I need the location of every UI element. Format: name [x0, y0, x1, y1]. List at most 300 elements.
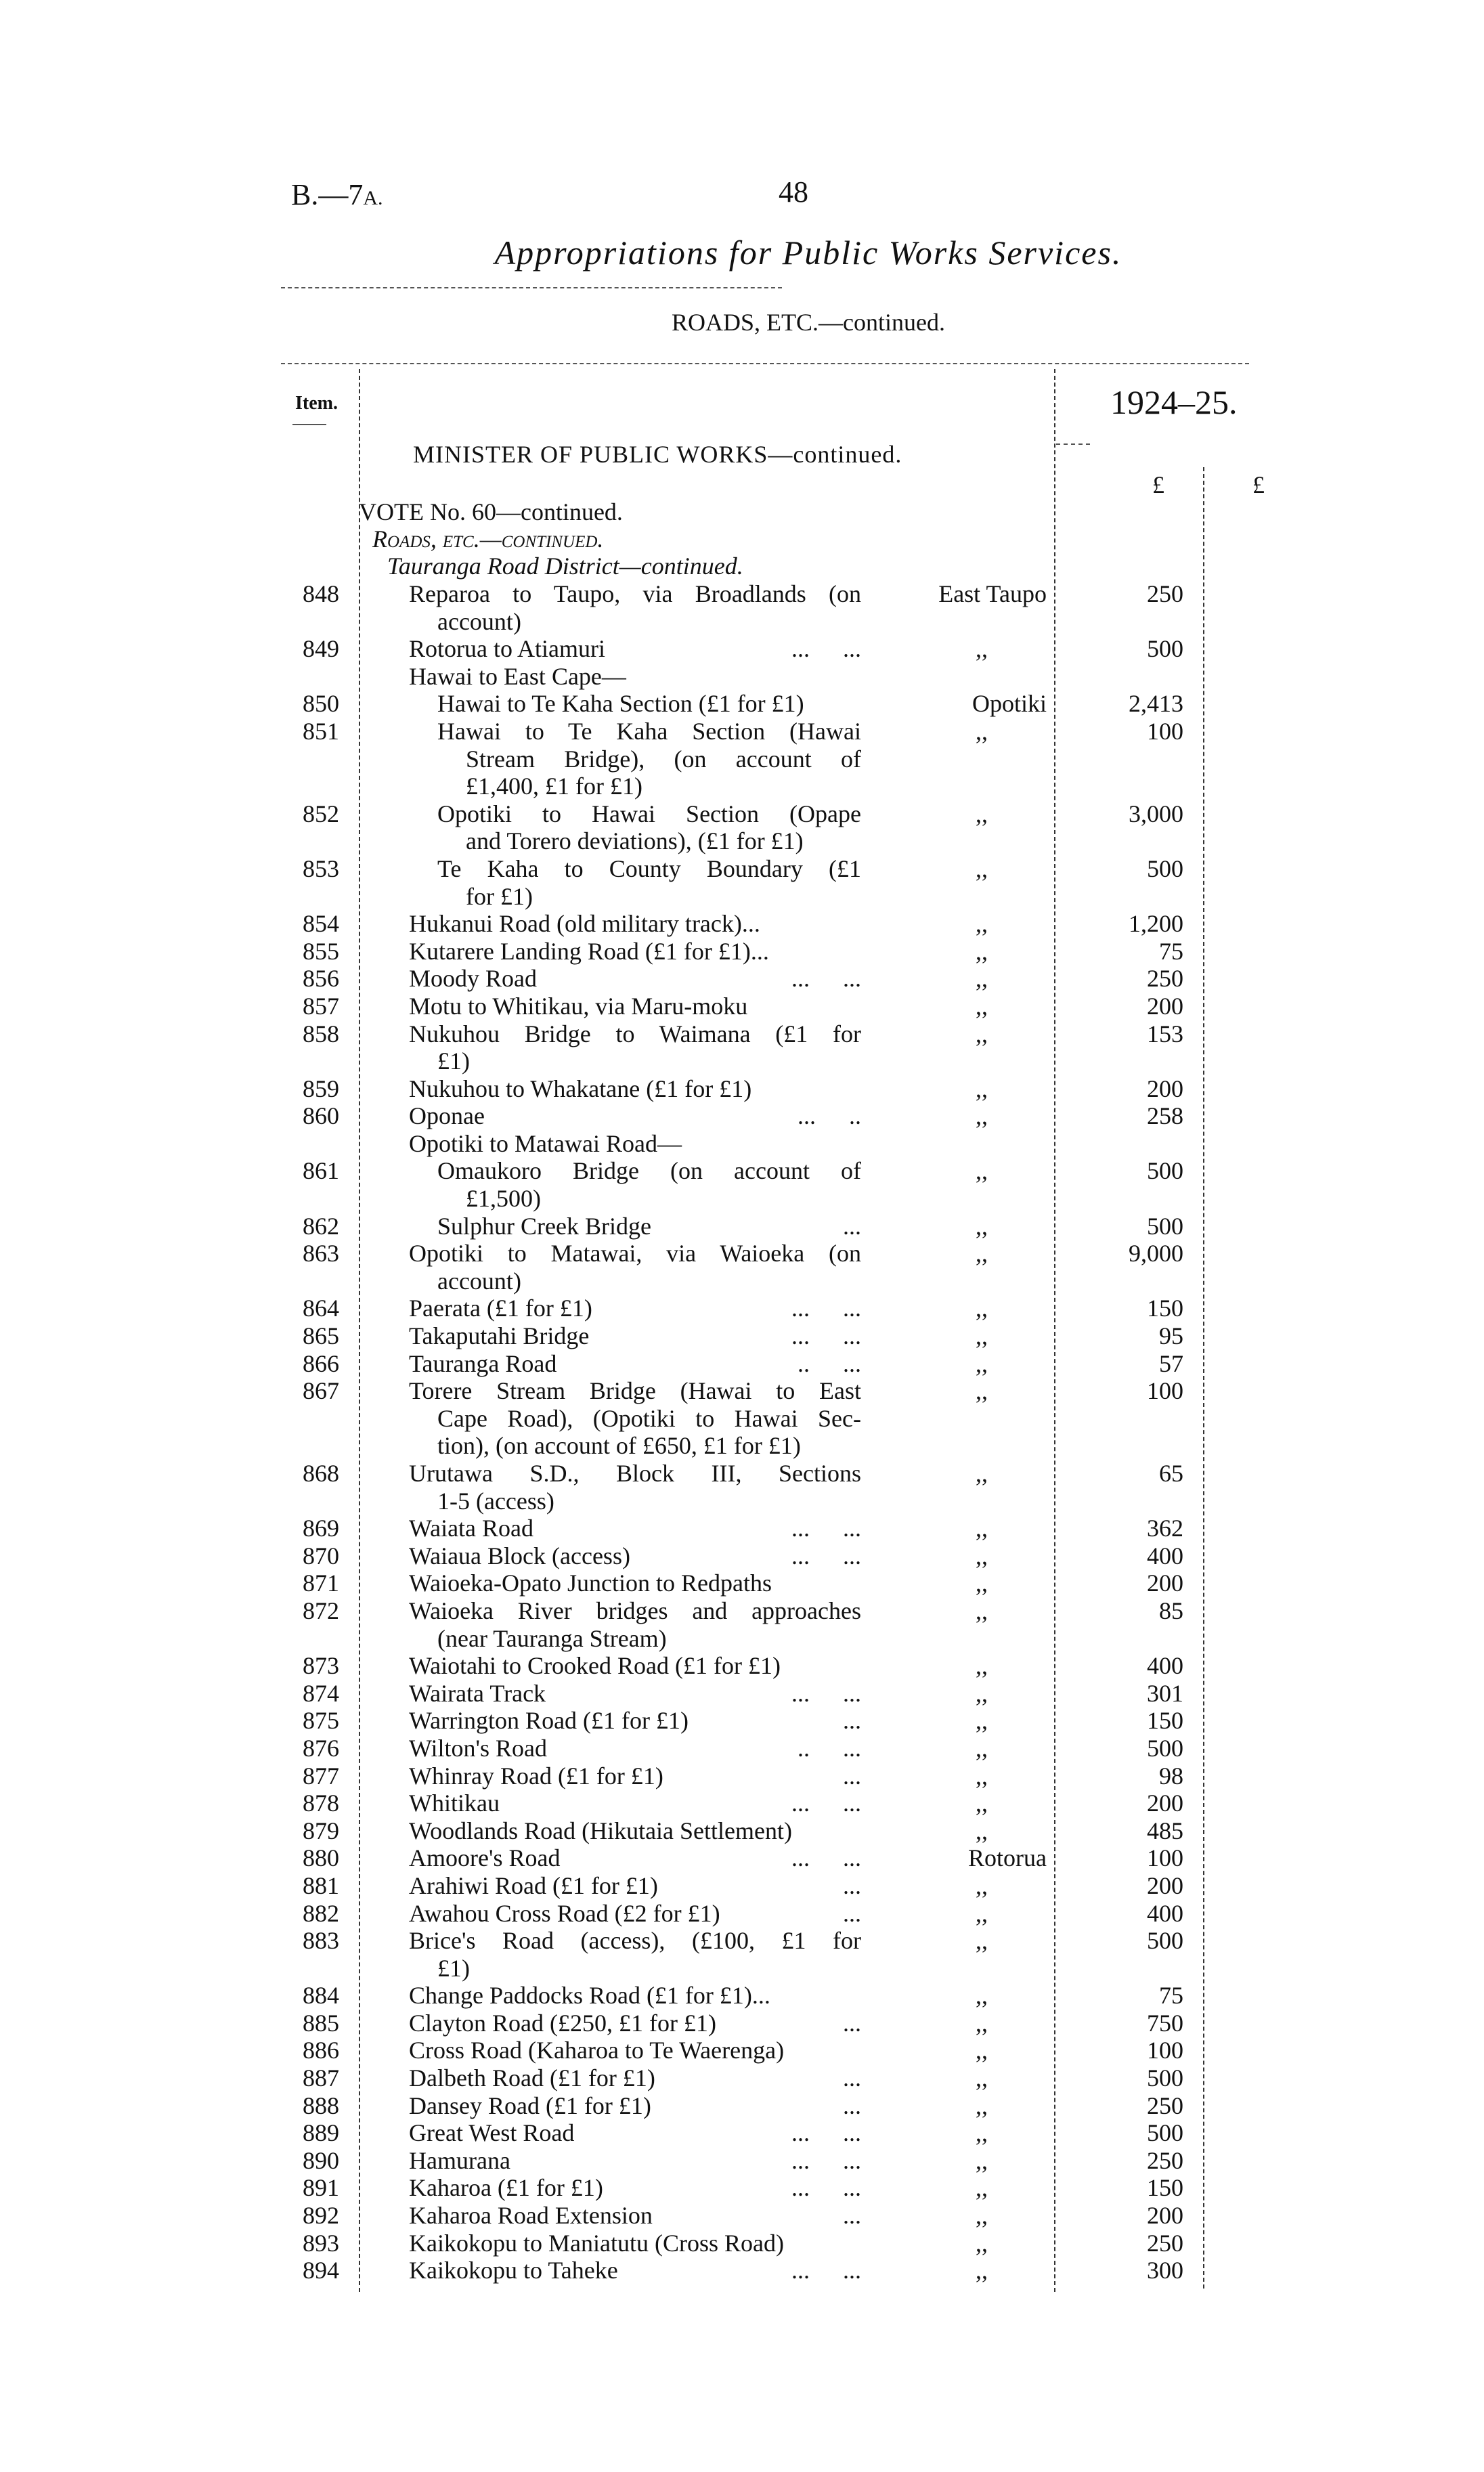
item-number: 880 — [303, 1844, 339, 1872]
item-description: £1) — [437, 1047, 470, 1075]
row-line — [0, 2147, 1484, 2175]
district-ditto-mark: ,, — [976, 1707, 988, 1735]
district-ditto-mark: ,, — [976, 1102, 988, 1130]
dot-leaders: ... ... — [791, 1295, 861, 1322]
dot-leaders: ... ... — [791, 2174, 861, 2202]
table-row — [0, 1900, 1484, 1928]
table-row — [0, 2064, 1484, 2092]
item-description: Woodlands Road (Hikutaia Settlement) — [409, 1817, 792, 1844]
amount: 500 — [1147, 1157, 1183, 1185]
dot-leaders: ... — [843, 1762, 861, 1790]
item-description: Opotiki to Hawai Section (Opape — [437, 800, 861, 827]
row-line — [0, 938, 1484, 966]
item-description: Sulphur Creek Bridge — [437, 1212, 651, 1240]
row-line — [0, 993, 1484, 1020]
minister-heading: MINISTER OF PUBLIC WORKS—continued. — [413, 441, 902, 468]
item-description: Moody Road — [409, 965, 537, 993]
item-number: 888 — [303, 2091, 339, 2119]
district-name: Opotiki — [972, 690, 1047, 718]
row-line — [0, 1460, 1484, 1488]
row-line — [0, 965, 1484, 993]
item-description: account) — [437, 607, 521, 635]
amount: 300 — [1147, 2257, 1183, 2284]
district-ditto-mark: ,, — [976, 2202, 988, 2230]
row-line — [0, 2230, 1484, 2257]
item-description: Omaukoro Bridge (on account of — [437, 1157, 861, 1185]
dot-leaders: ... ... — [791, 1322, 861, 1350]
row-line — [0, 2092, 1484, 2120]
item-number: 862 — [303, 1212, 339, 1240]
table-row — [0, 1982, 1484, 2010]
row-line — [0, 745, 1484, 773]
item-number: 859 — [303, 1075, 339, 1102]
district-ditto-mark: ,, — [976, 965, 988, 993]
amount: 258 — [1147, 1102, 1183, 1130]
table-row — [0, 2257, 1484, 2284]
page-number: 48 — [779, 175, 808, 209]
item-description: Dansey Road (£1 for £1) — [409, 2091, 651, 2119]
row-line — [0, 1900, 1484, 1928]
dot-leaders: ... ... — [791, 2257, 861, 2284]
item-number: 868 — [303, 1460, 339, 1487]
district-ditto-mark: ,, — [976, 2119, 988, 2147]
item-description: £1,400, £1 for £1) — [466, 773, 642, 800]
header-rule — [281, 363, 1249, 364]
table-row — [0, 2202, 1484, 2230]
item-number: 871 — [303, 1569, 339, 1597]
district-ditto-mark: ,, — [976, 1982, 988, 2010]
district-ditto-mark: ,, — [976, 2146, 988, 2174]
amount: 65 — [1159, 1460, 1183, 1487]
row-line — [0, 1515, 1484, 1542]
table-row — [0, 910, 1484, 938]
row-line — [0, 2119, 1484, 2147]
item-description: £1,500) — [466, 1185, 541, 1213]
amount: 85 — [1159, 1597, 1183, 1624]
district-ditto-mark: ,, — [976, 717, 988, 745]
item-description: Hamurana — [409, 2146, 510, 2174]
district-ditto-mark: ,, — [976, 2174, 988, 2202]
district-ditto-mark: ,, — [976, 1322, 988, 1350]
district-ditto-mark: ,, — [976, 1212, 988, 1240]
item-number: 854 — [303, 910, 339, 938]
amount: 500 — [1147, 1734, 1183, 1762]
district-ditto-mark: ,, — [976, 2037, 988, 2064]
row-line — [0, 2257, 1484, 2284]
row-line — [0, 1762, 1484, 1790]
amount: 100 — [1147, 717, 1183, 745]
amount: 200 — [1147, 2202, 1183, 2230]
table-row — [0, 2092, 1484, 2120]
district-ditto-mark: ,, — [976, 1734, 988, 1762]
table-row — [0, 965, 1484, 993]
item-description: Kaikokopu to Maniatutu (Cross Road) — [409, 2229, 784, 2257]
row-line — [0, 1735, 1484, 1762]
dot-leaders: ... ... — [791, 1542, 861, 1569]
item-description: Whitikau — [409, 1790, 500, 1817]
table-row — [0, 1680, 1484, 1708]
row-line — [0, 1350, 1484, 1378]
page-title: Appropriations for Public Works Services. — [494, 234, 1122, 272]
amount: 400 — [1147, 1899, 1183, 1927]
district-ditto-mark: ,, — [976, 1679, 988, 1707]
district-ditto-mark: ,, — [976, 854, 988, 882]
row-line — [0, 1488, 1484, 1515]
table-row — [0, 1020, 1484, 1075]
table-row — [0, 1460, 1484, 1515]
row-line — [0, 1569, 1484, 1597]
dot-leaders: ... ... — [791, 2119, 861, 2147]
district-ditto-mark: ,, — [976, 1240, 988, 1267]
dot-leaders: ... ... — [791, 635, 861, 663]
item-number: 891 — [303, 2174, 339, 2202]
dot-leaders: ... ... — [791, 1679, 861, 1707]
item-description: Te Kaha to County Boundary (£1 — [437, 854, 861, 882]
amount: 250 — [1147, 965, 1183, 993]
table-row — [0, 1735, 1484, 1762]
item-number: 861 — [303, 1157, 339, 1185]
item-description: £1) — [437, 1954, 470, 1982]
amount: 100 — [1147, 1377, 1183, 1405]
district-ditto-mark: ,, — [976, 1295, 988, 1322]
item-number: 893 — [303, 2229, 339, 2257]
district-ditto-mark: ,, — [976, 2091, 988, 2119]
row-line — [0, 1130, 1484, 1158]
dot-leaders: ... — [843, 1899, 861, 1927]
table-row — [0, 2037, 1484, 2064]
item-number: 885 — [303, 2009, 339, 2037]
district-ditto-mark: ,, — [976, 800, 988, 827]
amount: 301 — [1147, 1679, 1183, 1707]
dot-leaders: .. ... — [798, 1734, 861, 1762]
row-line — [0, 1157, 1484, 1185]
item-description: for £1) — [466, 882, 533, 910]
amount: 400 — [1147, 1652, 1183, 1680]
amount: 95 — [1159, 1322, 1183, 1350]
item-description: Waiata Road — [409, 1515, 534, 1542]
amount: 75 — [1159, 937, 1183, 965]
row-line — [0, 1982, 1484, 2010]
table-row — [0, 1790, 1484, 1817]
amount: 250 — [1147, 2091, 1183, 2119]
item-number: 881 — [303, 1871, 339, 1899]
row-line — [0, 1707, 1484, 1735]
row-line — [0, 1844, 1484, 1872]
item-description: Amoore's Road — [409, 1844, 561, 1872]
district-ditto-mark: ,, — [976, 1790, 988, 1817]
row-line — [0, 827, 1484, 855]
item-column-header: Item. — [295, 393, 338, 414]
table-row — [0, 2119, 1484, 2147]
item-number: 877 — [303, 1762, 339, 1790]
row-line — [0, 1955, 1484, 1982]
table-row — [0, 1707, 1484, 1735]
item-number: 872 — [303, 1597, 339, 1624]
district-ditto-mark: ,, — [976, 1349, 988, 1377]
table-row — [0, 1817, 1484, 1845]
document-code-main: B.—7 — [291, 178, 364, 211]
roads-heading: Roads, etc.—continued. — [372, 525, 604, 552]
amount: 250 — [1147, 2146, 1183, 2174]
row-line — [0, 1240, 1484, 1267]
item-number: 890 — [303, 2146, 339, 2174]
district-heading: Tauranga Road District—continued. — [387, 552, 743, 580]
amount: 750 — [1147, 2009, 1183, 2037]
item-description: Torere Stream Bridge (Hawai to East — [409, 1377, 861, 1405]
row-line — [0, 1020, 1484, 1048]
item-description: Warrington Road (£1 for £1) — [409, 1707, 689, 1735]
dot-leaders: ... ... — [791, 1790, 861, 1817]
row-line — [0, 883, 1484, 911]
row-line — [0, 1185, 1484, 1213]
item-description: Wilton's Road — [409, 1734, 548, 1762]
table-row — [0, 1515, 1484, 1542]
district-name: East Taupo — [938, 580, 1047, 607]
dot-leaders: ... ... — [791, 1844, 861, 1872]
district-ditto-mark: ,, — [976, 635, 988, 663]
table-row — [0, 1075, 1484, 1103]
item-description: Waiaua Block (access) — [409, 1542, 630, 1569]
item-description: (near Tauranga Stream) — [437, 1624, 667, 1652]
item-description: Reparoa to Taupo, via Broadlands (on — [409, 580, 861, 607]
amount: 362 — [1147, 1515, 1183, 1542]
item-number: 882 — [303, 1899, 339, 1927]
table-row — [0, 1597, 1484, 1652]
row-line — [0, 1295, 1484, 1322]
amount: 150 — [1147, 2174, 1183, 2202]
table-row — [0, 1102, 1484, 1130]
row-line — [0, 718, 1484, 745]
dot-leaders: ... — [843, 2009, 861, 2037]
item-description: Waioeka-Opato Junction to Redpaths — [409, 1569, 772, 1597]
item-description: Whinray Road (£1 for £1) — [409, 1762, 663, 1790]
item-description: Nukuhou to Whakatane (£1 for £1) — [409, 1075, 752, 1102]
table-row — [0, 1322, 1484, 1350]
item-number: 853 — [303, 854, 339, 882]
section-subtitle: ROADS, ETC.—continued. — [672, 309, 945, 336]
item-description: Oponae — [409, 1102, 485, 1130]
item-number: 894 — [303, 2257, 339, 2284]
row-line — [0, 800, 1484, 828]
item-number: 867 — [303, 1377, 339, 1405]
amount: 3,000 — [1129, 800, 1183, 827]
amount: 100 — [1147, 1844, 1183, 1872]
item-description: 1-5 (access) — [437, 1487, 554, 1515]
row-line — [0, 1652, 1484, 1680]
item-description: Takaputahi Bridge — [409, 1322, 590, 1350]
amount: 500 — [1147, 2119, 1183, 2147]
table-row — [0, 1377, 1484, 1460]
item-description: Opotiki to Matawai, via Waioeka (on — [409, 1240, 861, 1267]
item-number: 878 — [303, 1790, 339, 1817]
item-number: 850 — [303, 690, 339, 718]
district-ditto-mark: ,, — [976, 1597, 988, 1624]
item-description: Great West Road — [409, 2119, 575, 2147]
item-description: Waiotahi to Crooked Road (£1 for £1) — [409, 1652, 781, 1680]
item-description: Kaharoa (£1 for £1) — [409, 2174, 603, 2202]
group-heading-row — [0, 1130, 1484, 1158]
row-line — [0, 1075, 1484, 1103]
item-description: Nukuhou Bridge to Waimana (£1 for — [409, 1020, 861, 1047]
amount: 150 — [1147, 1707, 1183, 1735]
table-row — [0, 938, 1484, 966]
amount: 98 — [1159, 1762, 1183, 1790]
row-line — [0, 1047, 1484, 1075]
item-description: Cross Road (Kaharoa to Te Waerenga) — [409, 2037, 785, 2064]
row-line — [0, 2064, 1484, 2092]
amount: 500 — [1147, 1927, 1183, 1955]
amount: 500 — [1147, 854, 1183, 882]
table-row — [0, 1762, 1484, 1790]
row-line — [0, 1625, 1484, 1653]
amount: 200 — [1147, 1569, 1183, 1597]
amount: 250 — [1147, 2229, 1183, 2257]
amount: 485 — [1147, 1817, 1183, 1844]
row-line — [0, 773, 1484, 800]
table-row — [0, 1872, 1484, 1900]
amount: 200 — [1147, 1871, 1183, 1899]
dot-leaders: ... .. — [798, 1102, 861, 1130]
district-name: Rotorua — [968, 1844, 1047, 1872]
vote-heading: VOTE No. 60—continued. — [359, 498, 623, 525]
item-description: tion), (on account of £650, £1 for £1) — [437, 1432, 801, 1460]
district-ditto-mark: ,, — [976, 1569, 988, 1597]
row-line — [0, 1377, 1484, 1405]
item-number: 863 — [303, 1240, 339, 1267]
item-description: Tauranga Road — [409, 1349, 557, 1377]
district-ditto-mark: ,, — [976, 2257, 988, 2284]
item-description: and Torero deviations), (£1 for £1) — [466, 827, 804, 855]
row-line — [0, 1790, 1484, 1817]
item-number: 855 — [303, 937, 339, 965]
item-description: Change Paddocks Road (£1 for £1)... — [409, 1982, 770, 2010]
district-ditto-mark: ,, — [976, 1762, 988, 1790]
row-line — [0, 1680, 1484, 1708]
row-line — [0, 1872, 1484, 1900]
row-line — [0, 1542, 1484, 1570]
item-number: 870 — [303, 1542, 339, 1569]
row-line — [0, 1267, 1484, 1295]
item-number: 883 — [303, 1927, 339, 1955]
amount: 75 — [1159, 1982, 1183, 2010]
row-line — [0, 1322, 1484, 1350]
amount: 200 — [1147, 992, 1183, 1020]
item-number: 866 — [303, 1349, 339, 1377]
item-description: Hawai to Te Kaha Section (£1 for £1) — [437, 690, 804, 718]
table-row — [0, 635, 1484, 663]
table-row — [0, 2147, 1484, 2175]
item-number: 887 — [303, 2064, 339, 2092]
item-description: Rotorua to Atiamuri — [409, 635, 605, 663]
item-description: Paerata (£1 for £1) — [409, 1295, 592, 1322]
item-number: 849 — [303, 635, 339, 663]
table-row — [0, 1295, 1484, 1322]
amount: 100 — [1147, 2037, 1183, 2064]
amount: 200 — [1147, 1790, 1183, 1817]
table-row — [0, 1927, 1484, 1982]
table-row — [0, 2174, 1484, 2202]
amount: 500 — [1147, 2064, 1183, 2092]
row-line — [0, 1597, 1484, 1625]
item-number: 892 — [303, 2202, 339, 2230]
item-number: 869 — [303, 1515, 339, 1542]
district-ditto-mark: ,, — [976, 1899, 988, 1927]
table-row — [0, 2230, 1484, 2257]
dot-leaders: ... — [843, 2202, 861, 2230]
item-description: Clayton Road (£250, £1 for £1) — [409, 2009, 716, 2037]
item-number: 851 — [303, 717, 339, 745]
currency-label-1: £ — [1152, 471, 1164, 498]
table-row — [0, 1213, 1484, 1240]
table-row — [0, 580, 1484, 635]
item-description: Hukanui Road (old military track)... — [409, 910, 760, 938]
dot-leaders: .. ... — [798, 1349, 861, 1377]
dot-leaders: ... — [843, 1871, 861, 1899]
item-number: 889 — [303, 2119, 339, 2147]
table-row — [0, 1157, 1484, 1212]
item-number: 876 — [303, 1734, 339, 1762]
row-line — [0, 2037, 1484, 2064]
item-description: Opotiki to Matawai Road— — [409, 1129, 682, 1157]
item-description: Cape Road), (Opotiki to Hawai Sec- — [437, 1404, 861, 1432]
row-line — [0, 1817, 1484, 1845]
item-number: 848 — [303, 580, 339, 607]
item-number: 864 — [303, 1295, 339, 1322]
group-heading-row — [0, 663, 1484, 691]
dot-leaders: ... ... — [791, 1515, 861, 1542]
item-description: Arahiwi Road (£1 for £1) — [409, 1871, 658, 1899]
table-row — [0, 800, 1484, 855]
item-number: 860 — [303, 1102, 339, 1130]
dot-leaders: ... ... — [791, 2146, 861, 2174]
item-number: 858 — [303, 1020, 339, 1047]
dot-leaders: ... — [843, 1212, 861, 1240]
table-row — [0, 2010, 1484, 2037]
row-line — [0, 663, 1484, 691]
row-line — [0, 1432, 1484, 1460]
row-line — [0, 1405, 1484, 1433]
district-ditto-mark: ,, — [976, 1460, 988, 1487]
amount: 1,200 — [1129, 910, 1183, 938]
year-column-header: 1924–25. — [1110, 383, 1238, 421]
row-line — [0, 1927, 1484, 1955]
item-description: Urutawa S.D., Block III, Sections — [409, 1460, 861, 1487]
table-row — [0, 718, 1484, 800]
district-ditto-mark: ,, — [976, 1157, 988, 1185]
row-line — [0, 608, 1484, 636]
row-line — [0, 2010, 1484, 2037]
table-row — [0, 690, 1484, 718]
amount: 200 — [1147, 1075, 1183, 1102]
item-number: 874 — [303, 1679, 339, 1707]
item-description: Waioeka River bridges and approaches — [409, 1597, 861, 1624]
item-number: 884 — [303, 1982, 339, 2010]
item-description: Awahou Cross Road (£2 for £1) — [409, 1899, 720, 1927]
item-number: 886 — [303, 2037, 339, 2064]
district-ditto-mark: ,, — [976, 1515, 988, 1542]
row-line — [0, 2202, 1484, 2230]
district-ditto-mark: ,, — [976, 2064, 988, 2092]
table-row — [0, 1844, 1484, 1872]
district-ditto-mark: ,, — [976, 992, 988, 1020]
item-description: Hawai to Te Kaha Section (Hawai — [437, 717, 861, 745]
item-description: Dalbeth Road (£1 for £1) — [409, 2064, 655, 2092]
item-number: 875 — [303, 1707, 339, 1735]
dot-leaders: ... ... — [791, 965, 861, 993]
item-description: account) — [437, 1267, 521, 1295]
amount: 500 — [1147, 1212, 1183, 1240]
row-line — [0, 910, 1484, 938]
